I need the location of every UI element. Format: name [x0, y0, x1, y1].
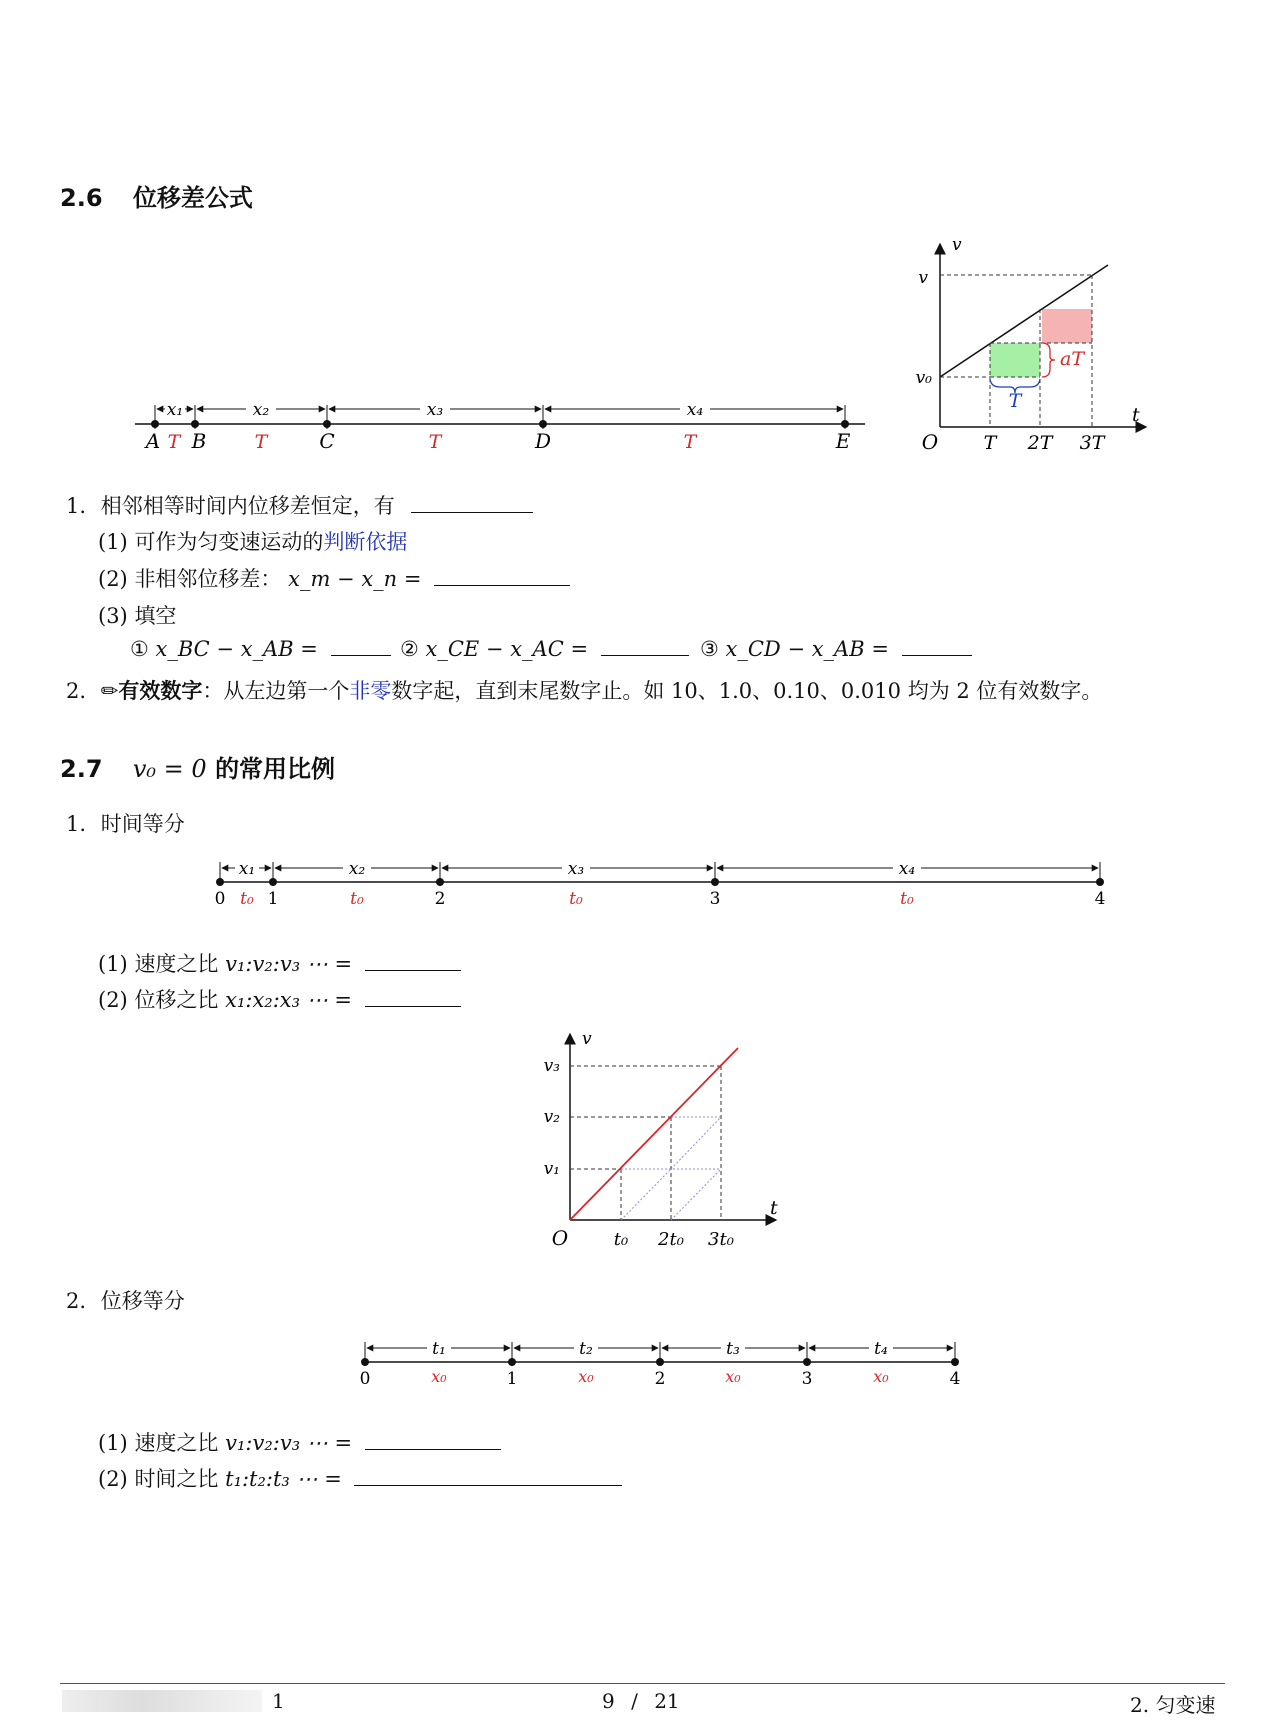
vt-graph-ratio	[530, 1030, 790, 1255]
svg-text:x₀: x₀	[873, 1367, 889, 1386]
fill-blank-2: ② x_CE − x_AC =	[400, 637, 689, 661]
section-title: 的常用比例	[215, 755, 336, 783]
svg-text:4: 4	[1094, 889, 1106, 909]
footer-left: 1	[272, 1689, 285, 1713]
time-equal-heading: 1. 时间等分	[66, 812, 185, 836]
svg-text:t: t	[770, 1197, 778, 1219]
judge-basis-emph: 判断依据	[323, 530, 408, 554]
svg-text:t₀: t₀	[613, 1229, 629, 1250]
svg-text:v₁: v₁	[543, 1159, 560, 1179]
svg-text:x₂: x₂	[348, 859, 366, 879]
section-title: 位移差公式	[132, 184, 253, 212]
answer-blank[interactable]	[365, 1431, 501, 1450]
origin-label: O	[921, 430, 939, 454]
answer-blank[interactable]	[902, 637, 972, 656]
tick-3t: 3T	[1079, 432, 1105, 454]
brace-t-label: T	[1008, 390, 1022, 412]
brace-at	[1042, 343, 1055, 377]
footer-rule	[60, 1683, 1225, 1684]
point-d-label: D	[534, 429, 552, 453]
svg-text:1: 1	[267, 889, 279, 909]
answer-blank[interactable]	[365, 988, 461, 1007]
fill-blank-1: ① x_BC − x_AB =	[130, 637, 391, 661]
t-label: T	[428, 431, 442, 453]
svg-text:1: 1	[506, 1369, 518, 1389]
v0-label: v₀	[915, 368, 932, 388]
v-t-line	[570, 1048, 738, 1220]
answer-blank[interactable]	[354, 1467, 622, 1486]
answer-blank[interactable]	[365, 952, 461, 971]
svg-text:x₄: x₄	[898, 859, 916, 879]
svg-text:2t₀: 2t₀	[658, 1229, 684, 1250]
svg-text:t₀: t₀	[240, 889, 254, 909]
svg-text:3: 3	[709, 889, 721, 909]
answer-blank[interactable]	[411, 494, 533, 513]
list-sub-3: (3) 填空	[98, 604, 177, 628]
brace-at-label: aT	[1060, 348, 1085, 370]
answer-blank[interactable]	[434, 567, 570, 586]
svg-text:v₃: v₃	[543, 1056, 560, 1076]
fill-blank-3: ③ x_CD − x_AB =	[700, 637, 972, 661]
v-axis-label: v	[952, 235, 962, 255]
t-axis-label: t	[1132, 404, 1140, 426]
svg-text:v: v	[582, 1030, 592, 1049]
vt-graph-difference	[900, 235, 1160, 460]
svg-text:x₀: x₀	[578, 1367, 594, 1386]
svg-text:3: 3	[801, 1369, 813, 1389]
svg-text:t₃: t₃	[726, 1339, 740, 1359]
svg-text:3t₀: 3t₀	[708, 1229, 734, 1250]
answer-blank[interactable]	[331, 637, 391, 656]
list-item-2: 2. ✏有效数字：从左边第一个非零数字起，直到末尾数字止。如 10、1.0、0.10、0.010 均为 2 位有效数字。	[66, 679, 1103, 703]
section-title-math: v₀ = 0	[132, 755, 207, 783]
section-heading-2-6	[60, 178, 253, 213]
svg-text:x₃: x₃	[567, 859, 585, 879]
svg-text:x₀: x₀	[431, 1367, 447, 1386]
t-label: T	[167, 431, 181, 453]
footer-page-number: 9 / 21	[602, 1689, 680, 1713]
segment-figure-ae	[120, 385, 870, 455]
svg-text:2: 2	[654, 1369, 666, 1389]
footer-progress-bar	[62, 1690, 262, 1712]
svg-text:x₀: x₀	[725, 1367, 741, 1386]
time-equal-q2: (2) 位移之比 x₁:x₂:x₃ ⋯ =	[98, 984, 461, 1014]
svg-text:2: 2	[434, 889, 446, 909]
x2-label: x₂	[252, 400, 270, 420]
svg-text:0: 0	[359, 1369, 371, 1389]
list-item-1: 1. 相邻相等时间内位移差恒定，有	[66, 490, 533, 520]
x1-label: x₁	[166, 400, 184, 420]
list-sub-1: (1) 可作为匀变速运动的判断依据	[98, 530, 408, 554]
svg-text:t₄: t₄	[874, 1339, 888, 1359]
t-label: T	[683, 431, 697, 453]
svg-text:t₀: t₀	[900, 889, 914, 909]
list-sub-2: (2) 非相邻位移差： x_m − x_n =	[98, 563, 570, 593]
svg-text:v₂: v₂	[543, 1107, 560, 1127]
svg-text:4: 4	[949, 1369, 961, 1389]
green-rect	[990, 343, 1040, 377]
t-label: T	[254, 431, 268, 453]
point-e-label: E	[835, 429, 851, 453]
svg-text:t₀: t₀	[350, 889, 364, 909]
svg-text:x₁: x₁	[238, 859, 256, 879]
section-number: 2.7	[60, 755, 103, 783]
time-equal-q1: (1) 速度之比 v₁:v₂:v₃ ⋯ =	[98, 948, 461, 978]
disp-equal-line	[355, 1330, 975, 1390]
v-label: v	[918, 268, 928, 288]
tick-2t: 2T	[1027, 432, 1053, 454]
section-heading-2-7	[60, 749, 335, 784]
disp-equal-q1: (1) 速度之比 v₁:v₂:v₃ ⋯ =	[98, 1427, 501, 1457]
footer-chapter: 2. 匀变速	[1130, 1693, 1216, 1717]
point-b-label: B	[191, 429, 207, 453]
red-rect	[1042, 309, 1092, 343]
disp-equal-heading: 2. 位移等分	[66, 1289, 185, 1313]
pencil-icon: ✏	[100, 679, 119, 703]
svg-text:0: 0	[214, 889, 226, 909]
svg-text:t₀: t₀	[569, 889, 583, 909]
time-equal-line	[205, 850, 1125, 910]
svg-text:O: O	[551, 1226, 569, 1250]
svg-text:t₂: t₂	[579, 1339, 593, 1359]
section-number: 2.6	[60, 184, 103, 212]
tick-t: T	[983, 432, 997, 454]
point-c-label: C	[319, 429, 335, 453]
svg-text:t₁: t₁	[432, 1339, 446, 1359]
x4-label: x₄	[686, 400, 704, 420]
answer-blank[interactable]	[601, 637, 689, 656]
disp-equal-q2: (2) 时间之比 t₁:t₂:t₃ ⋯ =	[98, 1463, 622, 1493]
point-a-label: A	[145, 429, 161, 453]
x3-label: x₃	[426, 400, 444, 420]
